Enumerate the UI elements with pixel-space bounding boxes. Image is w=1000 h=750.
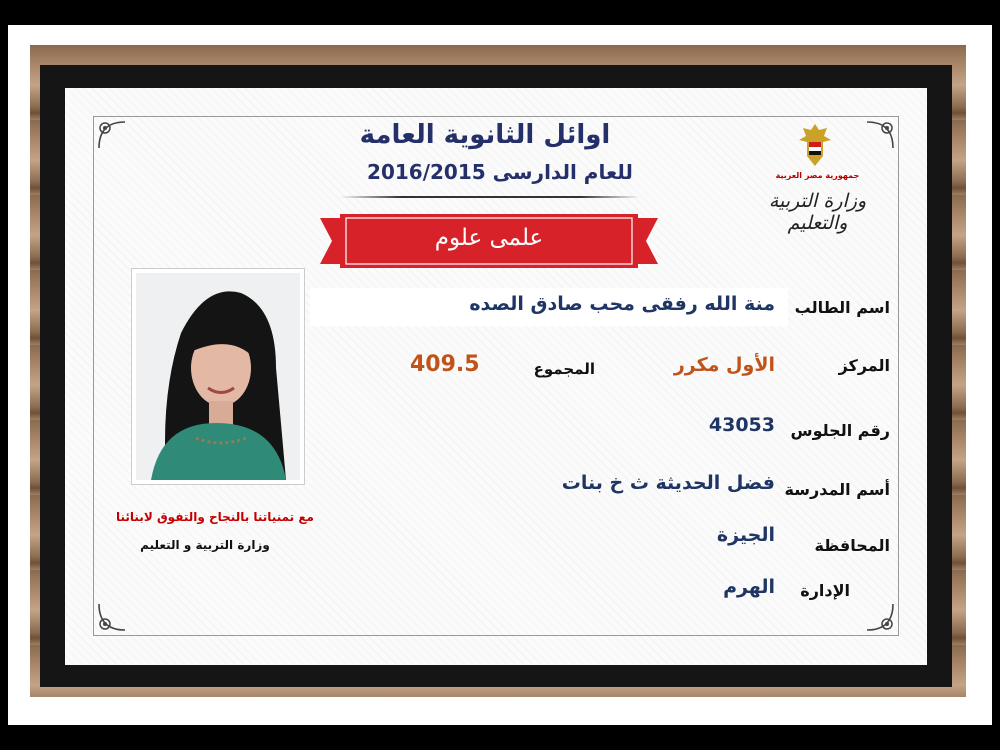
corner-ornament-icon bbox=[95, 600, 129, 634]
wish-text: مع تمنياتنا بالنجاح والتفوق لابنائنا bbox=[116, 510, 314, 524]
school-label: أسم المدرسة bbox=[784, 480, 890, 499]
corner-ornament-icon bbox=[863, 600, 897, 634]
corner-ornament-icon bbox=[95, 118, 129, 152]
student-name-label: اسم الطالب bbox=[794, 298, 890, 317]
ministry-signature: وزارة التربية و التعليم bbox=[140, 538, 270, 552]
track-label: علمى علوم bbox=[434, 225, 544, 251]
year-label: للعام الدارسى bbox=[492, 160, 633, 184]
school-value: فضل الحديثة ث خ بنات bbox=[561, 472, 775, 494]
administration-label: الإدارة bbox=[800, 581, 850, 600]
total-label: المجموع bbox=[533, 360, 595, 378]
logo-ministry-text: وزارة التربية والتعليم bbox=[768, 190, 867, 234]
governorate-value: الجيزة bbox=[716, 524, 775, 546]
logo-country-text: جمهورية مصر العربية bbox=[775, 171, 860, 180]
certificate-title: اوائل الثانوية العامة bbox=[359, 120, 611, 150]
seat-number-label: رقم الجلوس bbox=[790, 421, 890, 440]
seat-number-value: 43053 bbox=[708, 414, 775, 436]
academic-year-row bbox=[345, 160, 655, 184]
total-value: 409.5 bbox=[410, 352, 480, 377]
title-divider bbox=[340, 196, 640, 198]
ministry-logo bbox=[755, 118, 880, 233]
administration-value: الهرم bbox=[723, 576, 775, 598]
eagle-emblem-icon bbox=[797, 122, 833, 168]
governorate-label: المحافظة bbox=[814, 536, 890, 555]
rank-value: الأول مكرر bbox=[673, 354, 775, 376]
year-value: 2016/2015 bbox=[367, 160, 486, 184]
rank-label: المركز bbox=[838, 356, 890, 375]
student-name-value: منة الله رفقى محب صادق الصده bbox=[469, 293, 775, 315]
student-photo bbox=[136, 273, 300, 480]
certificate-card bbox=[65, 88, 927, 665]
student-photo-frame bbox=[131, 268, 305, 485]
